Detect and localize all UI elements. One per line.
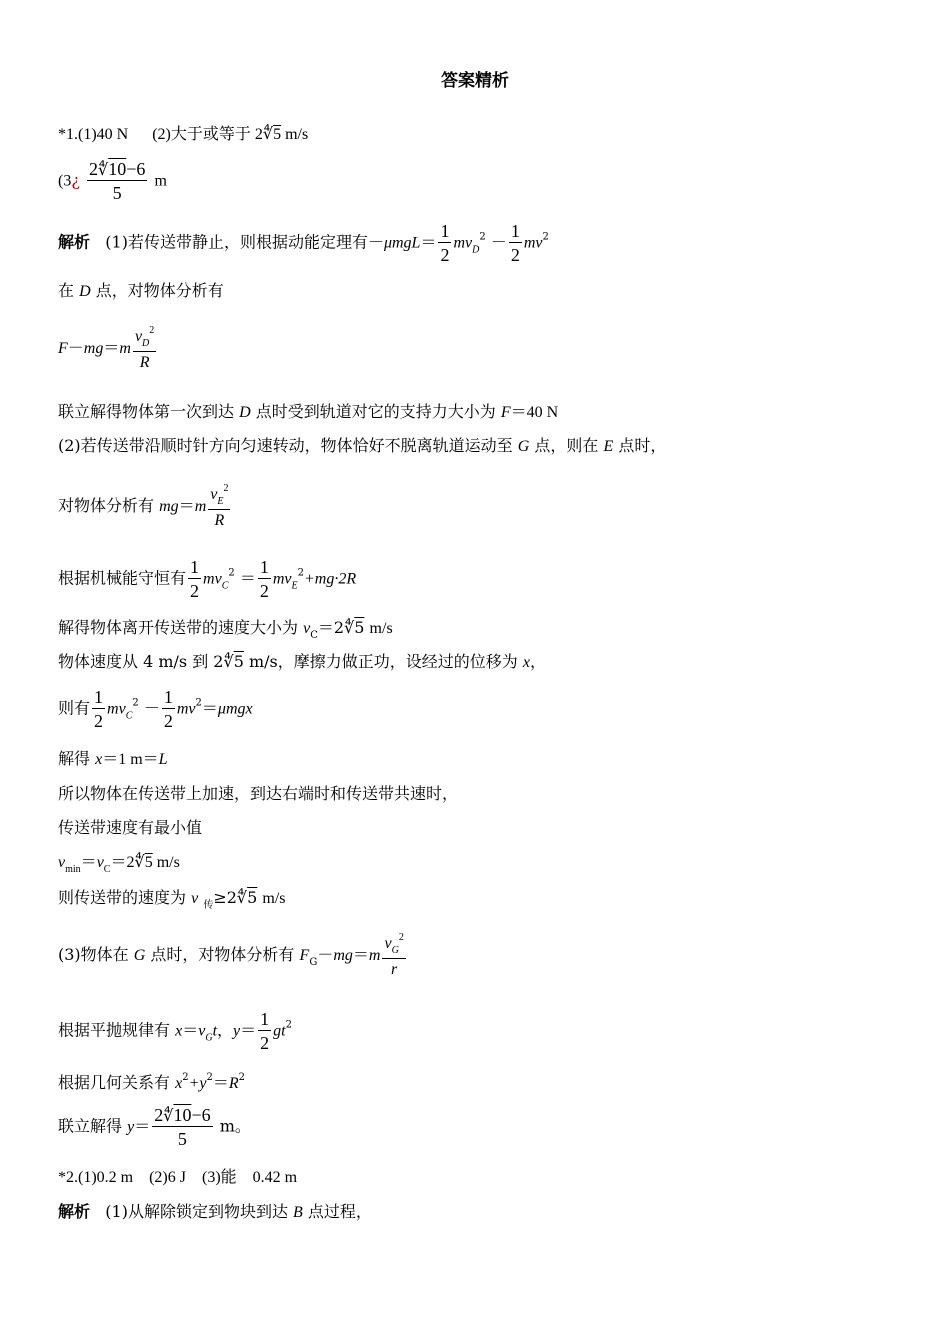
analysis-line-12: 所以物体在传送带上加速，到达右端时和传送带共速时， [58, 784, 459, 803]
answer-line-1: *1.(1)40 N (2)大于或等于 2∜5 m/s [58, 124, 309, 143]
analysis-line-2: 在 D 点，对物体分析有 [58, 281, 224, 300]
analysis-line-14: $v_{min}=v_C=2∜5$ m/s [58, 852, 180, 875]
analysis-line-9: 物体速度从 4 m/s 到 2∜5 m/s，摩擦力做正功，设经过的位移为 x， [58, 652, 546, 671]
analysis-line-16: (3)物体在 G 点时，对物体分析有 $F_G-mg=m$ $\frac{v_G^2}{r}$ [58, 932, 404, 978]
analysis-line-8: 解得物体离开传送带的速度大小为 $v_C=2∜5$ m/s [58, 618, 393, 641]
analysis-line-13: 传送带速度有最小值 [58, 818, 203, 837]
analysis-line-6: 对物体分析有 mg＝m $\frac{v_E^2}{R}$ [58, 483, 229, 529]
analysis-line-3: F－mg＝m $\frac{v_D^2}{R}$ [58, 325, 155, 371]
analysis-line-10: 则有 $\frac{1}{2}$ $mv_C^2$ － $\frac{1}{2}$ $mv^2=\mu mgx$ [58, 687, 253, 731]
analysis-line-19: 联立解得 y＝ $\frac{2∜10-6}{5}$ m。 [58, 1105, 251, 1149]
analysis-line-7: 根据机械能守恒有 $\frac{1}{2}$ $mv_C^2$ ＝ $\frac{1}{2}$ $mv_E^2+mg\cdot 2R$ [58, 557, 357, 601]
page-title: 答案精析 [441, 71, 509, 91]
analysis-line-17: 根据平抛规律有 $x=v_Gt$，y＝ $\frac{1}{2}$ $gt^2$ [58, 1009, 292, 1053]
analysis-line-1: 解析 (1)若传送带静止，则根据动能定理有－μmgL＝ $\frac{1}{2}$ $mv_D^2$ － $\frac{1}{2}$ $mv^2$ [58, 221, 549, 265]
answer-2-analysis-line-1: 解析 (1)从解除锁定到物块到达 B 点过程， [58, 1202, 372, 1221]
analysis-line-5: (2)若传送带沿顺时针方向匀速转动，物体恰好不脱离轨道运动至 G 点，则在 E 点时， [58, 436, 667, 455]
answer-line-2: (3¿ $\frac{2∜10-6}{5}$ m [58, 159, 167, 203]
analysis-line-18: 根据几何关系有 $x^2+y^2=R^2$ [58, 1072, 246, 1092]
analysis-line-15: 则传送带的速度为 v $_传$≥2∜5 m/s [58, 888, 286, 911]
analysis-line-11: 解得 x＝1 m＝L [58, 749, 168, 768]
analysis-line-4: 联立解得物体第一次到达 D 点时受到轨道对它的支持力大小为 F＝40 N [58, 402, 559, 421]
answer-2-line: *2.(1)0.2 m (2)6 J (3)能 0.42 m [58, 1169, 298, 1186]
